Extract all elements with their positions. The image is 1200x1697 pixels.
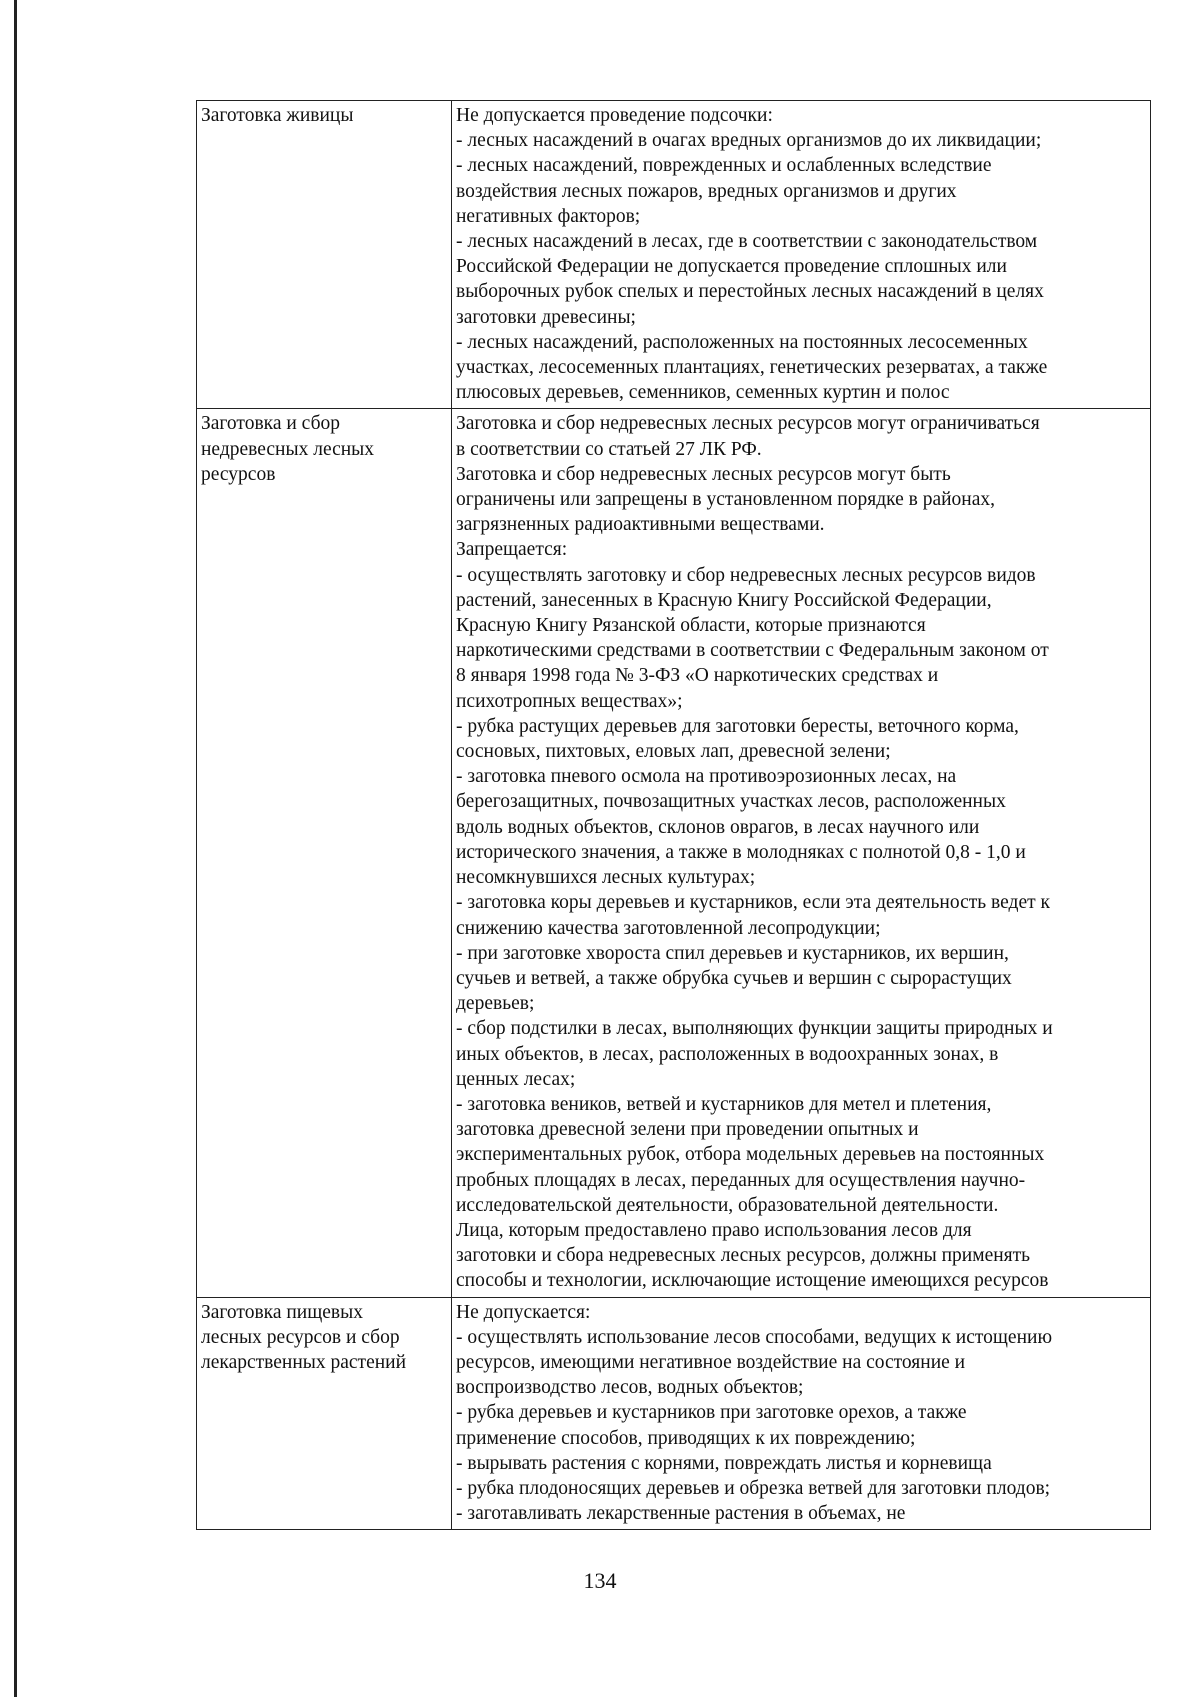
rule-line: загрязненных радиоактивными веществами. [456,514,825,536]
activity-line: лекарственных растений [201,1351,407,1373]
rule-line: - заготовка веников, ветвей и кустарников для метел и плетения, [456,1093,992,1115]
rule-line: - заготовка пневого осмола на противоэрозионных лесах, на [456,766,957,788]
scan-edge-line [14,0,17,1697]
table-row [197,409,1151,1297]
rule-line: применение способов, приводящих к их повреждению; [456,1427,916,1449]
rule-line: - заготовка коры деревьев и кустарников, если эта деятельность ведет к [456,892,1050,914]
activity-line: Заготовка живицы [201,105,354,126]
rule-line: Лица, которым предоставлено право использования лесов для [456,1219,972,1241]
rule-line: растений, занесенных в Красную Книгу Российской Федерации, [456,589,992,611]
rules-cell [452,409,1151,1297]
rule-line: исследовательской деятельности, образовательной деятельности. [456,1194,999,1216]
rule-line: заготовки древесины; [456,306,636,328]
rule-line: Запрещается: [456,539,568,561]
rule-line: ресурсов, имеющими негативное воздействие на состояние и [456,1351,966,1373]
rule-line: заготовка древесной зелени при проведении опытных и [456,1119,919,1141]
rules-cell [452,101,1151,409]
rule-line: - сбор подстилки в лесах, выполняющих функции защиты природных и [456,1018,1053,1040]
page-number: 134 [583,1568,617,1593]
rule-line: снижению качества заготовленной лесопродукции; [456,917,881,939]
rule-line: - рубка плодоносящих деревьев и обрезка ветвей для заготовки плодов; [456,1477,1051,1499]
rule-line: сосновых, пихтовых, еловых лап, древесной зелени; [456,741,891,763]
rule-line: берегозащитных, почвозащитных участках лесов, расположенных [456,791,1006,813]
rule-line: Заготовка и сбор недревесных лесных ресурсов могут быть [456,463,951,485]
rule-line: - при заготовке хвороста спил деревьев и кустарников, их вершин, [456,942,1009,964]
rule-line: - рубка деревьев и кустарников при заготовке орехов, а также [456,1402,967,1424]
rule-line: Не допускается: [456,1301,591,1323]
rule-line: способы и технологии, исключающие истощение имеющихся ресурсов [456,1270,1049,1292]
activity-line: ресурсов [201,463,276,485]
rule-line: сучьев и ветвей, а также обрубка сучьев и вершин с сырорастущих [456,967,1012,989]
rule-line: иных объектов, в лесах, расположенных в водоохранных зонах, в [456,1043,999,1065]
rule-line: выборочных рубок спелых и перестойных лесных насаждений в целях [456,281,1044,303]
rule-line: - заготавливать лекарственные растения в объемах, не [456,1503,906,1525]
table-row [197,1297,1151,1530]
rule-line: - вырывать растения с корнями, повреждать листья и корневища [456,1452,992,1474]
rule-line: Красную Книгу Рязанской области, которые признаются [456,615,926,637]
activity-cell [197,409,452,1297]
rule-line: Не допускается проведение подсочки: [456,105,773,126]
rule-line: наркотическими средствами в соответствии с Федеральным законом от [456,640,1049,662]
rule-line: - лесных насаждений в очагах вредных организмов до их ликвидации; [456,130,1042,152]
rules-cell [452,1297,1151,1530]
activity-line: лесных ресурсов и сбор [201,1326,400,1348]
activity-cell [197,1297,452,1530]
rule-line: в соответствии со статьей 27 ЛК РФ. [456,438,762,460]
rule-line: исторического значения, а также в молодняках с полнотой 0,8 - 1,0 и [456,841,1026,863]
rule-line: заготовки и сбора недревесных лесных ресурсов, должны применять [456,1245,1031,1267]
rule-line: психотропных веществах»; [456,690,683,712]
rule-line: - лесных насаждений в лесах, где в соответствии с законодательством [456,231,1038,253]
rule-line: 8 января 1998 года № 3-ФЗ «О наркотических средствах и [456,665,939,687]
rule-line: Заготовка и сбор недревесных лесных ресурсов могут ограничиваться [456,413,1040,435]
rule-line: воздействия лесных пожаров, вредных организмов и других [456,180,957,202]
activity-line: недревесных лесных [201,438,375,460]
rule-line: плюсовых деревьев, семенников, семенных куртин и полос [456,382,950,404]
rule-line: деревьев; [456,993,535,1015]
activity-line: Заготовка пищевых [201,1301,363,1323]
rule-line: - осуществлять заготовку и сбор недревесных лесных ресурсов видов [456,564,1036,586]
activity-cell [197,101,452,409]
rule-line: - осуществлять использование лесов способами, ведущих к истощению [456,1326,1053,1348]
rule-line: - лесных насаждений, поврежденных и ослабленных вследствие [456,155,992,177]
rule-line: - рубка растущих деревьев для заготовки бересты, веточного корма, [456,715,1019,737]
restrictions-table [196,100,1151,1530]
rule-line: ограничены или запрещены в установленном порядке в районах, [456,489,996,511]
rule-line: несомкнувшихся лесных культурах; [456,867,756,889]
rule-line: - лесных насаждений, расположенных на постоянных лесосеменных [456,331,1028,353]
table-row [197,101,1151,409]
rule-line: негативных факторов; [456,205,641,227]
rule-line: пробных площадях в лесах, переданных для осуществления научно- [456,1169,1026,1191]
rule-line: воспроизводство лесов, водных объектов; [456,1377,804,1399]
rule-line: ценных лесах; [456,1068,576,1090]
rule-line: вдоль водных объектов, склонов оврагов, в лесах научного или [456,816,980,838]
activity-line: Заготовка и сбор [201,413,340,435]
rule-line: экспериментальных рубок, отбора модельных деревьев на постоянных [456,1144,1045,1166]
rule-line: участках, лесосеменных плантациях, генетических резерватах, а также [456,357,1048,379]
rule-line: Российской Федерации не допускается проведение сплошных или [456,256,1007,278]
